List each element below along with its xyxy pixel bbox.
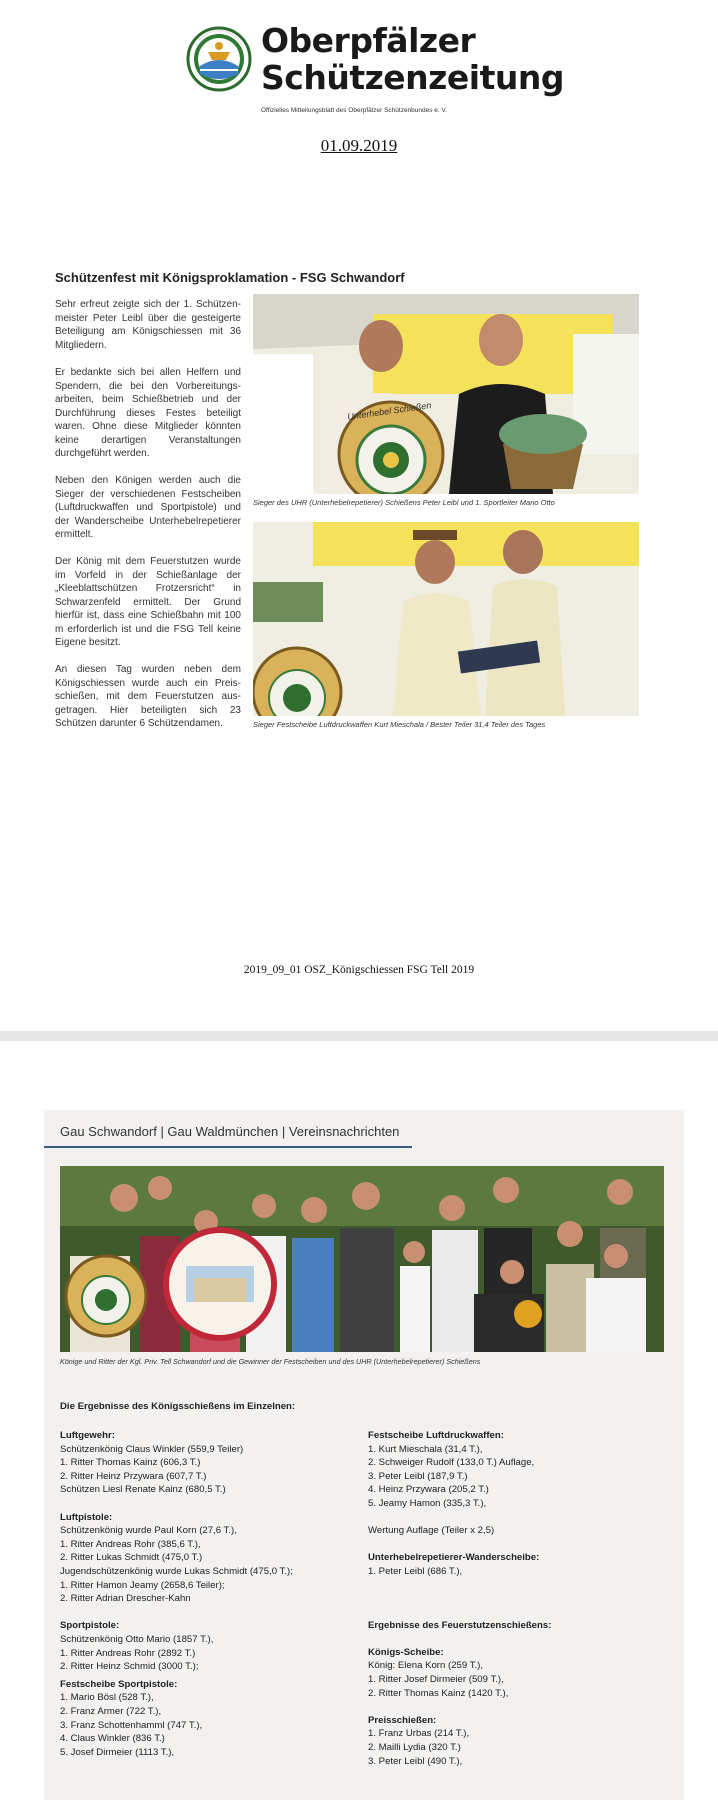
results-line: Schützenkönig Otto Mario (1857 T.),	[60, 1634, 214, 1645]
results-line: Schützenkönig Claus Winkler (559,9 Teiler)	[60, 1443, 244, 1455]
results-line: 1. Ritter Andreas Rohr (385,6 T.),	[60, 1538, 201, 1550]
article-paragraph: Sehr erfreut zeigte sich der 1. Schützenmeister Peter Leibl über die gesteigerte Beteiligung am Königschiessen mit 36 Mitgliedern.	[55, 299, 241, 351]
photo-festival-target-winner-scene	[253, 522, 639, 716]
results-title: Die Ergebnisse des Königsschießens im Einzelnen:	[60, 1401, 296, 1412]
results-line: 4. Claus Winkler (836 T.)	[60, 1733, 165, 1745]
results-line: 3. Peter Leibl (187,9 T.)	[368, 1470, 468, 1482]
results-line: 2. Ritter Heinz Schmid (3000 T.);	[60, 1661, 199, 1673]
newspaper-name-line2: Schützenzeitung	[261, 58, 564, 97]
results-line: 2. Ritter Thomas Kainz (1420 T.),	[368, 1687, 509, 1699]
group-photo	[60, 1166, 664, 1352]
page-divider	[0, 1031, 718, 1041]
results-line: 1. Ritter Hamon Jeamy (2658,6 Teiler);	[60, 1579, 225, 1591]
results-heading: Luftgewehr:	[60, 1430, 115, 1441]
results-heading: Königs-Scheibe:	[368, 1646, 444, 1658]
group-photo-scene	[60, 1166, 664, 1352]
newspaper-name-line1: Oberpfälzer	[261, 21, 476, 60]
photo-caption: Sieger des UHR (Unterhebelrepetierer) Schießens Peter Leibl und 1. Sportleiter Mario Otto	[253, 498, 555, 507]
results-heading: Sportpistole:	[60, 1620, 120, 1632]
results-line: 5. Josef Dirmeier (1113 T.),	[60, 1746, 175, 1758]
results-line: 1. Ritter Andreas Rohr (2892 T.)	[60, 1647, 196, 1659]
results-heading: Festscheibe Sportpistole:	[60, 1678, 178, 1690]
results-line: 2. Ritter Lukas Schmidt (475,0 T.)	[60, 1552, 203, 1564]
results-line: 1. Mario Bösl (528 T.),	[60, 1692, 154, 1704]
results-line: 1. Peter Leibl (686 T.),	[368, 1566, 463, 1577]
newspaper-subtitle: Offizielles Mitteilungsblatt des Oberpfälzer Schützenbundes e. V.	[261, 107, 448, 114]
results-line: 2. Franz Armer (722 T.),	[60, 1706, 162, 1717]
association-logo-icon	[186, 26, 252, 92]
results-heading: Luftpistole:	[60, 1511, 113, 1523]
newspaper-name	[261, 22, 564, 96]
results-line: 4. Heinz Przywara (205,2 T.)	[368, 1484, 489, 1496]
photo-festival-target-winner	[253, 522, 639, 716]
group-photo-caption: Könige und Ritter der Kgl. Priv. Tell Schwandorf und die Gewinner der Festscheiben und des UHR (Unterhebelrepetierer) Schießens	[60, 1357, 481, 1366]
photo-award-winners-scene	[253, 294, 639, 494]
results-heading: Ergebnisse des Feuerstutzenschießens:	[368, 1619, 552, 1631]
results-line: 1. Ritter Thomas Kainz (606,3 T.)	[60, 1457, 201, 1469]
article-headline: Schützenfest mit Königsproklamation - FSG Schwandorf	[55, 270, 405, 285]
results-line: 2. Mailli Lydia (320 T.)	[368, 1742, 461, 1753]
results-line: 2. Ritter Adrian Drescher-Kahn	[60, 1593, 191, 1605]
results-line: Schützen Liesl Renate Kainz (680,5 T.)	[60, 1484, 226, 1496]
results-line: 2. Schweiger Rudolf (133,0 T.) Auflage,	[368, 1457, 535, 1469]
document-file-name: 2019_09_01 OSZ_Königschiessen FSG Tell 2019	[243, 964, 475, 976]
section-header-rule	[44, 1146, 412, 1148]
photo-caption: Sieger Festscheibe Luftdruckwaffen Kurt Mieschala / Bester Teiler 31,4 Teiler des Tages	[253, 720, 546, 729]
results-line: 1. Franz Urbas (214 T.),	[368, 1728, 470, 1740]
masthead	[186, 21, 564, 122]
results-line: 1. Ritter Josef Dirmeier (509 T.),	[368, 1674, 504, 1685]
results-line: Wertung Auflage (Teiler x 2,5)	[368, 1525, 495, 1537]
results-line: König: Elena Korn (259 T.),	[368, 1660, 484, 1672]
article-paragraph: Neben den Königen werden auch die Sieger der verschiedenen Festscheiben (Luftdruckwaffen und Sportpistole) und der Wanderscheibe Unterhebelrepetierer ermittelt.	[55, 475, 241, 540]
results-line: 1. Kurt Mieschala (31,4 T.),	[368, 1443, 483, 1455]
results-line: Schützenkönig wurde Paul Korn (27,6 T.),	[60, 1525, 237, 1537]
plaque-inscription: Unterhebel Schießen	[346, 400, 432, 422]
results-line: 2. Ritter Heinz Przywara (607,7 T.)	[60, 1470, 207, 1482]
results-heading: Festscheibe Luftdruckwaffen:	[368, 1430, 504, 1441]
photo-award-winners	[253, 294, 639, 494]
article-paragraph: Der König mit dem Feuerstutzen wurde im Vorfeld in der Schießanlage der „Kleeblattschützen Frotzersricht“ in Schwarzenfeld ermittelt. Der Grund hierfür ist, dass eine Schießbahn mit 100 m erforderlich ist und die FSG Tell keine Eigene besitzt.	[55, 556, 241, 648]
results-line: 3. Franz Schottenhamml (747 T.),	[60, 1719, 203, 1731]
results-line: 5. Jeamy Hamon (335,3 T.),	[368, 1498, 487, 1509]
results-line: Jugendschützenkönig wurde Lukas Schmidt (475,0 T.);	[60, 1566, 293, 1577]
results-line: 3. Peter Leibl (490 T.),	[368, 1755, 463, 1767]
results-heading: Unterhebelrepetierer-Wanderscheibe:	[368, 1552, 540, 1564]
issue-date: 01.09.2019	[320, 136, 398, 155]
article-paragraph: An diesen Tag wurden neben dem Königschiessen wurde auch ein Preisschießen, mit dem Feuerstutzen ausgetragen. Hier beteiligten sich 23 Schützen darunter 6 Schützendamen.	[55, 664, 241, 729]
article-paragraph: Er bedankte sich bei allen Helfern und Spendern, die bei den Vorbereitungsarbeiten, beim Schießbetrieb und der Durchführung dieses Festes beteiligt waren. Ohne diese Mitglieder könnten keine derartigen Veranstaltungen durchgeführt werden.	[55, 367, 241, 459]
section-header: Gau Schwandorf | Gau Waldmünchen | Vereinsnachrichten	[60, 1124, 400, 1139]
results-heading: Preisschießen:	[368, 1714, 437, 1726]
